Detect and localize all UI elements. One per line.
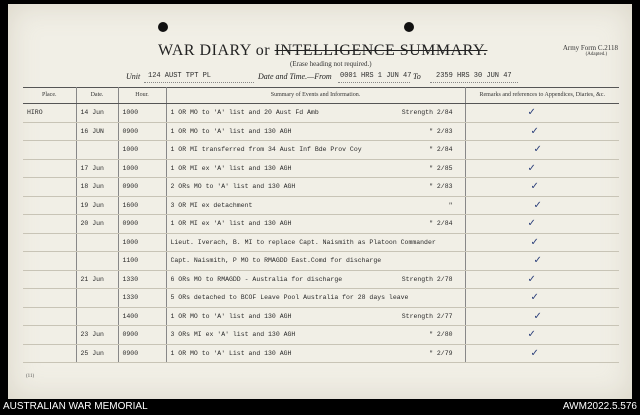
col-summary-header: Summary of Events and Information. — [166, 88, 465, 104]
check-tick-icon: ✓ — [527, 107, 536, 119]
check-tick-icon: ✓ — [533, 255, 542, 267]
summary-text: 1 OR MI transferred from 34 Aust Inf Bde Prov Coy — [170, 146, 362, 154]
cell-summary — [166, 307, 465, 326]
summary-text: 1 OR MI ex 'A' list and 130 AGH — [170, 164, 292, 172]
cell-summary — [166, 233, 465, 252]
cell-remarks — [465, 141, 619, 160]
army-form-label — [563, 44, 618, 57]
page-title — [158, 42, 487, 60]
strength-text: " 2/84 — [429, 220, 453, 228]
cell-place — [23, 215, 76, 234]
cell-remarks — [465, 178, 619, 197]
cell-hour: 1330 — [118, 289, 166, 308]
strength-text: " — [448, 201, 453, 209]
col-remarks-header: Remarks and references to Appendices, Diaries, &c. — [465, 88, 619, 104]
cell-remarks — [465, 196, 619, 215]
cell-place — [23, 122, 76, 141]
cell-remarks — [465, 252, 619, 271]
datetime-label: Date and Time.—From — [258, 72, 332, 81]
army-form-number: Army Form C.2118 — [562, 44, 618, 52]
strength-text: " 2/85 — [429, 164, 453, 172]
cell-summary — [166, 104, 465, 123]
table-header-row — [23, 88, 619, 104]
cell-summary — [166, 252, 465, 271]
summary-text: 1 OR MO to 'A' list and 20 Aust Fd Amb — [170, 109, 319, 117]
cell-place — [23, 196, 76, 215]
col-date-header: Date. — [76, 88, 118, 104]
cell-date: 20 Jun — [76, 215, 118, 234]
cell-date: 19 Jun — [76, 196, 118, 215]
strength-text: " 2/83 — [429, 183, 453, 191]
strength-text: " 2/84 — [429, 146, 453, 154]
cell-place — [23, 233, 76, 252]
strength-text: " 2/83 — [429, 127, 453, 135]
check-tick-icon: ✓ — [530, 125, 539, 137]
check-tick-icon: ✓ — [533, 310, 542, 322]
check-tick-icon: ✓ — [527, 162, 536, 174]
summary-text: 6 ORs MO to RMAGDD - Australia for discharge — [170, 275, 343, 283]
strength-text: Strength 2/84 — [401, 109, 453, 117]
summary-text: 5 ORs detached to BCOF Leave Pool Australia for 28 days leave — [170, 294, 409, 302]
title-struck: INTELLIGENCE SUMMARY. — [274, 42, 488, 59]
subtitle: (Erase heading not required.) — [290, 60, 372, 68]
cell-remarks — [465, 344, 619, 363]
check-tick-icon: ✓ — [527, 273, 536, 285]
footer-mark: (11) — [26, 374, 35, 379]
cell-remarks — [465, 215, 619, 234]
check-tick-icon: ✓ — [530, 236, 539, 248]
cell-hour: 0900 — [118, 122, 166, 141]
cell-summary — [166, 215, 465, 234]
cell-place — [23, 326, 76, 345]
cell-remarks — [465, 307, 619, 326]
table-row — [23, 270, 619, 289]
cell-summary — [166, 344, 465, 363]
unit-value: 124 AUST TPT PL — [148, 72, 212, 80]
check-tick-icon: ✓ — [527, 218, 536, 230]
check-tick-icon: ✓ — [530, 292, 539, 304]
cell-hour: 0900 — [118, 344, 166, 363]
summary-text: Capt. Naismith, P MO to RMAGDD East.Comd for discharge — [170, 257, 382, 265]
cell-date: 17 Jun — [76, 159, 118, 178]
table-row — [23, 233, 619, 252]
cell-place: HIRO — [23, 104, 76, 123]
strength-text — [453, 257, 461, 264]
cell-date: 18 Jun — [76, 178, 118, 197]
cell-date — [76, 233, 118, 252]
cell-place — [23, 252, 76, 271]
cell-hour: 1600 — [118, 196, 166, 215]
cell-remarks — [465, 289, 619, 308]
cell-date: 25 Jun — [76, 344, 118, 363]
cell-place — [23, 270, 76, 289]
table-row — [23, 122, 619, 141]
cell-summary — [166, 289, 465, 308]
check-tick-icon: ✓ — [530, 347, 539, 359]
summary-text: 1 OR MO to 'A' list and 130 AGH — [170, 312, 292, 320]
caption-left: AUSTRALIAN WAR MEMORIAL — [3, 401, 148, 412]
check-tick-icon: ✓ — [527, 329, 536, 341]
diary-table — [23, 87, 619, 363]
strength-text — [453, 294, 461, 301]
army-form-sub: (Adapted.) — [585, 52, 608, 57]
cell-place — [23, 289, 76, 308]
cell-remarks — [465, 104, 619, 123]
cell-place — [23, 307, 76, 326]
check-tick-icon: ✓ — [533, 144, 542, 156]
strength-text — [453, 239, 461, 246]
cell-summary — [166, 270, 465, 289]
table-row — [23, 252, 619, 271]
to-dotline — [430, 82, 518, 83]
summary-text: 3 OR MI ex detachment — [170, 201, 253, 209]
table-row — [23, 104, 619, 123]
cell-hour: 0900 — [118, 326, 166, 345]
cell-hour: 1330 — [118, 270, 166, 289]
cell-summary — [166, 122, 465, 141]
check-tick-icon: ✓ — [533, 199, 542, 211]
cell-summary — [166, 326, 465, 345]
cell-hour: 0900 — [118, 178, 166, 197]
diary-page — [8, 4, 632, 399]
to-label: To — [413, 72, 421, 81]
summary-text: 1 OR MO to 'A' List and 130 AGH — [170, 349, 292, 357]
table-row — [23, 326, 619, 345]
cell-hour: 1000 — [118, 159, 166, 178]
strength-text: " 2/80 — [429, 331, 453, 339]
unit-dotline — [144, 82, 254, 83]
to-value: 2359 HRS 30 JUN 47 — [436, 72, 512, 80]
cell-place — [23, 344, 76, 363]
cell-hour: 1100 — [118, 252, 166, 271]
cell-hour: 1000 — [118, 233, 166, 252]
cell-place — [23, 141, 76, 160]
col-place-header: Place. — [23, 88, 76, 104]
from-value: 0001 HRS 1 JUN 47 — [340, 72, 412, 80]
unit-label: Unit — [126, 72, 141, 81]
strength-text: Strength 2/78 — [401, 275, 453, 283]
table-row — [23, 344, 619, 363]
cell-date — [76, 252, 118, 271]
cell-place — [23, 159, 76, 178]
cell-hour: 0900 — [118, 215, 166, 234]
cell-remarks — [465, 122, 619, 141]
cell-summary — [166, 141, 465, 160]
cell-summary — [166, 178, 465, 197]
summary-text: 1 OR MO to 'A' list and 130 AGH — [170, 127, 292, 135]
cell-remarks — [465, 159, 619, 178]
table-row — [23, 289, 619, 308]
cell-date — [76, 307, 118, 326]
cell-date: 23 Jun — [76, 326, 118, 345]
cell-date: 16 JUN — [76, 122, 118, 141]
cell-date: 14 Jun — [76, 104, 118, 123]
cell-date — [76, 289, 118, 308]
cell-remarks — [465, 326, 619, 345]
cell-date: 21 Jun — [76, 270, 118, 289]
title-prefix: WAR DIARY or — [158, 42, 275, 59]
punch-hole-left — [158, 22, 168, 32]
check-tick-icon: ✓ — [530, 181, 539, 193]
table-row — [23, 178, 619, 197]
table-row — [23, 141, 619, 160]
cell-hour: 1000 — [118, 104, 166, 123]
from-dotline — [338, 82, 410, 83]
strength-text: Strength 2/77 — [401, 312, 453, 320]
col-hour-header: Hour. — [118, 88, 166, 104]
cell-remarks — [465, 233, 619, 252]
caption-right: AWM2022.5.576 — [562, 401, 637, 412]
punch-hole-right — [404, 22, 414, 32]
cell-summary — [166, 196, 465, 215]
summary-text: 3 ORs MI ex 'A' list and 130 AGH — [170, 331, 296, 339]
table-row — [23, 159, 619, 178]
cell-date — [76, 141, 118, 160]
table-row — [23, 215, 619, 234]
strength-text: " 2/79 — [429, 349, 453, 357]
cell-hour: 1400 — [118, 307, 166, 326]
cell-place — [23, 178, 76, 197]
summary-text: 2 ORs MO to 'A' list and 130 AGH — [170, 183, 296, 191]
cell-remarks — [465, 270, 619, 289]
table-row — [23, 196, 619, 215]
table-row — [23, 307, 619, 326]
summary-text: 1 OR MI ex 'A' list and 130 AGH — [170, 220, 292, 228]
cell-hour: 1000 — [118, 141, 166, 160]
summary-text: Lieut. Iverach, B. MI to replace Capt. Naismith as Platoon Commander — [170, 238, 436, 246]
cell-summary — [166, 159, 465, 178]
